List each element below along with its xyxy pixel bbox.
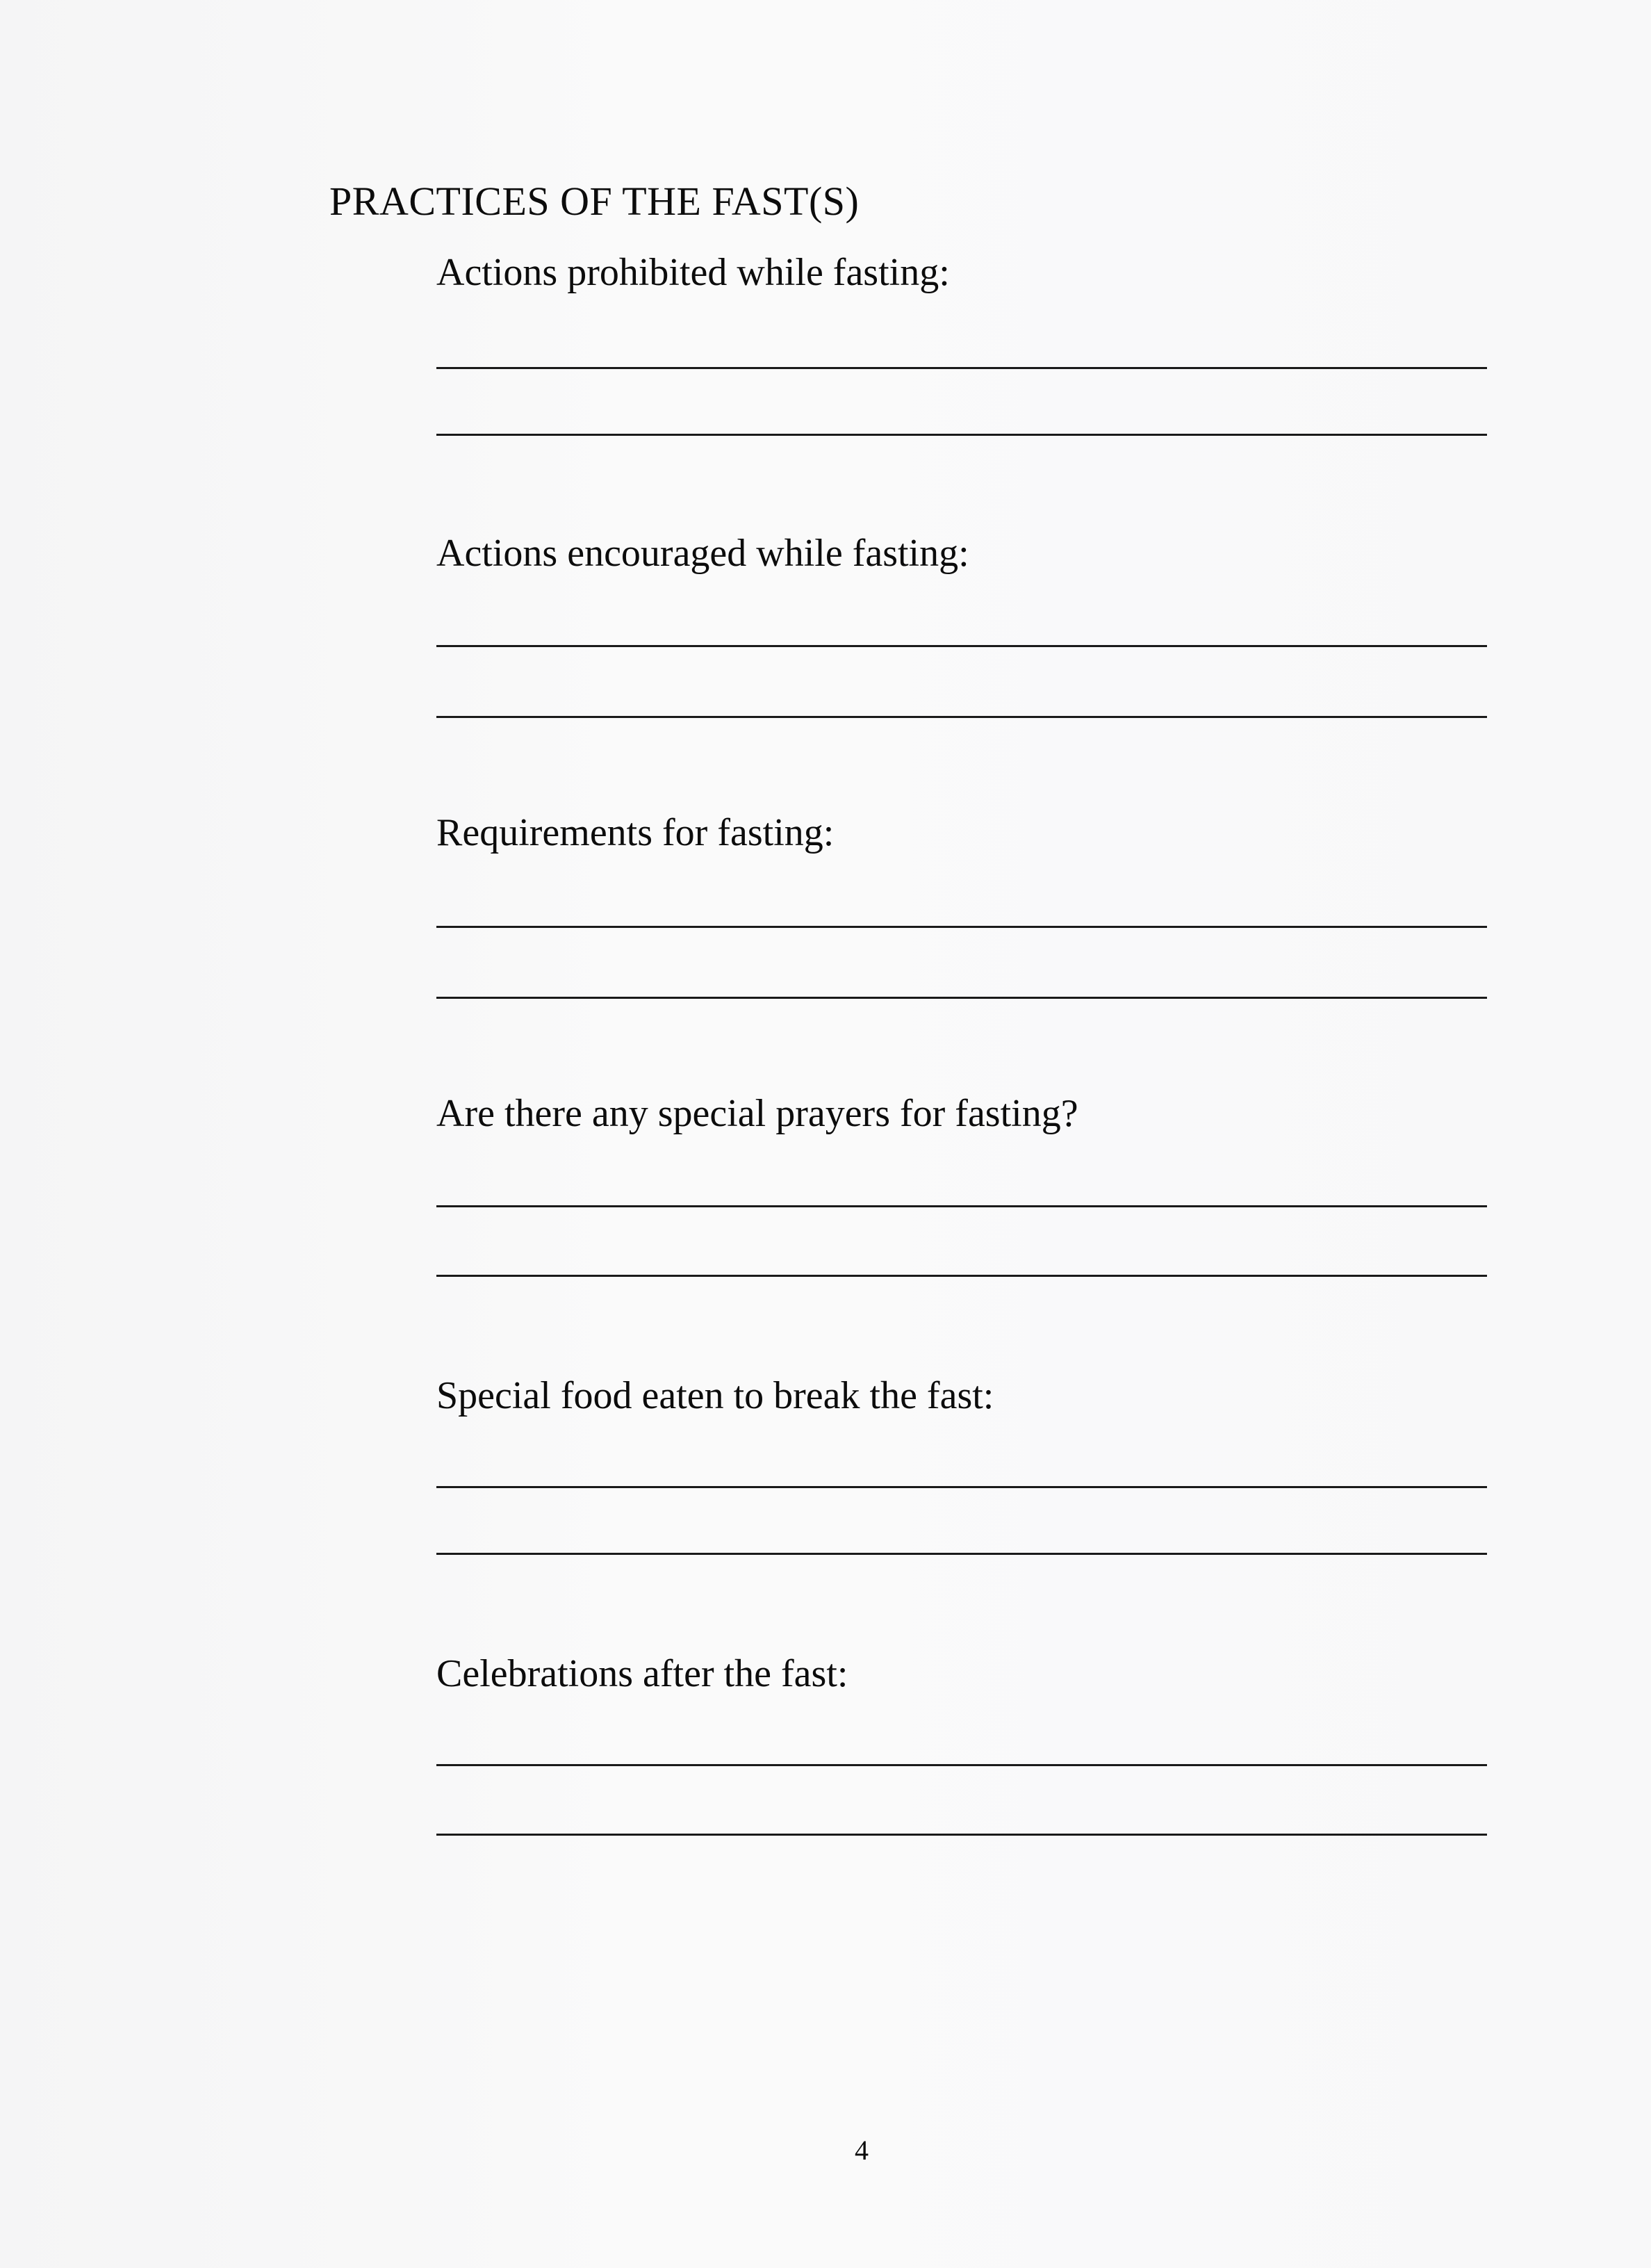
- section-label: Special food eaten to break the fast:: [436, 1374, 994, 1417]
- section-label: Are there any special prayers for fasting?: [436, 1092, 1078, 1135]
- answer-line-1[interactable]: [436, 1764, 1487, 1766]
- answer-line-2[interactable]: [436, 1834, 1487, 1836]
- answer-line-2[interactable]: [436, 434, 1487, 436]
- section-requirements: [436, 813, 1487, 862]
- answer-line-1[interactable]: [436, 1486, 1487, 1488]
- answer-line-2[interactable]: [436, 1553, 1487, 1555]
- answer-line-1[interactable]: [436, 367, 1487, 369]
- page-heading: PRACTICES OF THE FAST(S): [329, 179, 860, 224]
- answer-line-1[interactable]: [436, 1205, 1487, 1207]
- page-number: 4: [855, 2135, 869, 2166]
- section-celebrations: [436, 1654, 1487, 1703]
- section-label: Actions encouraged while fasting:: [436, 532, 969, 575]
- section-actions-prohibited: [436, 253, 1487, 302]
- section-label: Requirements for fasting:: [436, 811, 835, 854]
- answer-line-2[interactable]: [436, 997, 1487, 999]
- answer-line-1[interactable]: [436, 645, 1487, 647]
- answer-line-2[interactable]: [436, 1275, 1487, 1277]
- section-actions-encouraged: [436, 534, 1487, 582]
- section-label: Celebrations after the fast:: [436, 1652, 848, 1695]
- section-special-food: [436, 1376, 1487, 1425]
- answer-line-1[interactable]: [436, 926, 1487, 928]
- answer-line-2[interactable]: [436, 716, 1487, 718]
- section-special-prayers: [436, 1094, 1487, 1143]
- section-label: Actions prohibited while fasting:: [436, 251, 950, 294]
